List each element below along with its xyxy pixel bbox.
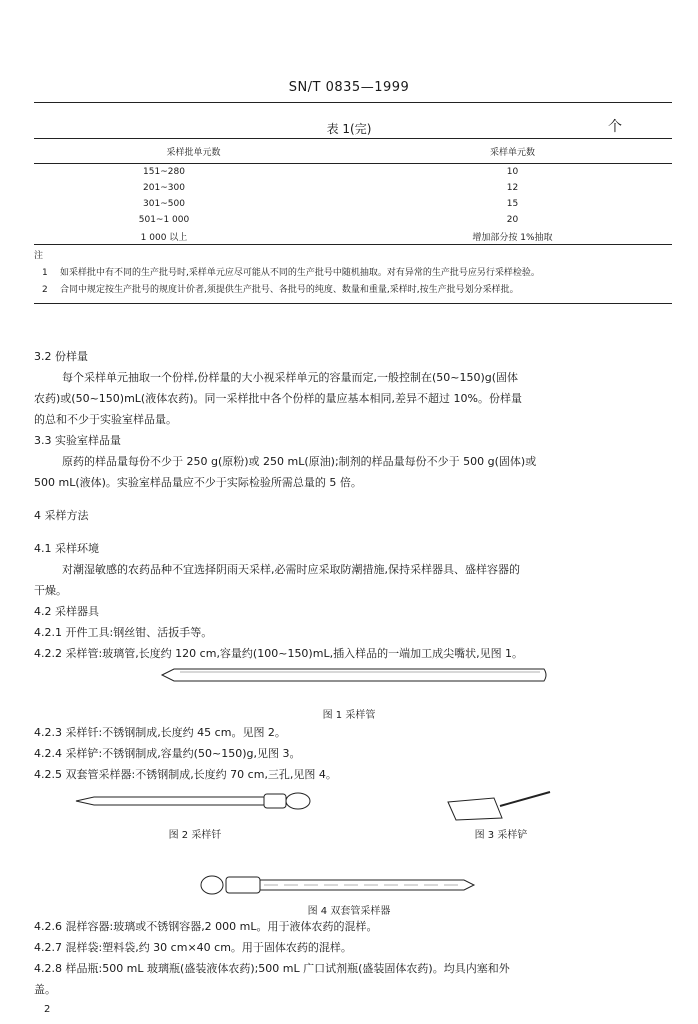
header-rule <box>34 102 672 103</box>
note-number: 1 <box>42 268 48 278</box>
item-4-2-7: 4.2.7 混样袋:塑料袋,约 30 cm×40 cm。用于固体农药的混样。 <box>34 941 352 954</box>
item-4-2-1: 4.2.1 开件工具:钢丝钳、活扳手等。 <box>34 626 213 639</box>
paragraph-line: 对潮湿敏感的农药品种不宜选择阴雨天采样,必需时应采取防潮措施,保持采样器具、盛样容器的 <box>62 563 520 576</box>
cell-lot-units: 301~500 <box>143 199 185 209</box>
figure-3-caption: 图 3 采样铲 <box>474 830 528 841</box>
note-item <box>34 265 672 282</box>
figure-3-sampling-scoop <box>444 788 556 824</box>
cell-lot-units: 1 000 以上 <box>34 228 353 245</box>
table-row <box>34 228 672 245</box>
sampling-table <box>34 138 672 245</box>
document-body <box>34 346 670 664</box>
table-row <box>34 180 672 196</box>
figure-1-caption: 图 1 采样管 <box>322 710 376 721</box>
paragraph-line: 500 mL(液体)。实验室样品量应不少于实际检验所需总量的 5 倍。 <box>34 476 362 489</box>
note-text: 如采样批中有不同的生产批号时,采样单元应尽可能从不同的生产批号中随机抽取。对有异常的生产批号应另行采样检验。 <box>60 268 540 278</box>
figure-2-sampling-probe <box>74 790 314 812</box>
cell-lot-units: 151~280 <box>143 167 185 177</box>
section-3-2-heading: 3.2 份样量 <box>34 350 88 363</box>
item-4-2-6: 4.2.6 混样容器:玻璃或不锈钢容器,2 000 mL。用于液体农药的混样。 <box>34 920 378 933</box>
item-4-2-8: 4.2.8 样品瓶:500 mL 玻璃瓶(盛装液体农药);500 mL 广口试剂瓶(盛装固体农药)。均具内塞和外 <box>34 962 510 975</box>
figure-4-double-tube-sampler <box>198 872 478 898</box>
document-body-3 <box>34 916 670 1000</box>
item-4-2-5: 4.2.5 双套管采样器:不锈钢制成,长度约 70 cm,三孔,见图 4。 <box>34 768 337 781</box>
section-4-heading: 4 采样方法 <box>34 509 89 522</box>
table-row <box>34 196 672 212</box>
table-row <box>34 212 672 228</box>
paragraph-line: 的总和不少于实验室样品量。 <box>34 413 177 426</box>
cell-lot-units: 501~1 000 <box>138 215 190 225</box>
section-4-2-heading: 4.2 采样器具 <box>34 605 99 618</box>
item-4-2-4: 4.2.4 采样铲:不锈钢制成,容量约(50~150)g,见图 3。 <box>34 747 301 760</box>
table-notes <box>34 248 672 304</box>
document-body-2 <box>34 722 670 785</box>
figure-2-caption: 图 2 采样钎 <box>168 830 222 841</box>
paragraph-line: 干燥。 <box>34 584 67 597</box>
col-header-sample-units: 采样单元数 <box>353 139 672 164</box>
notes-label: 注 <box>34 251 44 261</box>
cell-sample-units: 20 <box>506 215 519 225</box>
section-3-3-heading: 3.3 实验室样品量 <box>34 434 121 447</box>
cell-sample-units: 15 <box>506 199 519 209</box>
cell-sample-units: 12 <box>506 183 519 193</box>
table-row <box>34 164 672 181</box>
table-title: 表 1(完) <box>326 122 372 136</box>
section-4-1-heading: 4.1 采样环境 <box>34 542 99 555</box>
note-item <box>34 282 672 299</box>
figure-4-caption: 图 4 双套管采样器 <box>307 906 391 917</box>
page-number: 2 <box>44 1004 51 1015</box>
paragraph-line: 盖。 <box>34 983 56 996</box>
col-header-lot-units: 采样批单元数 <box>34 139 353 164</box>
item-4-2-2: 4.2.2 采样管:玻璃管,长度约 120 cm,容量约(100~150)mL,插入样品的一端加工成尖嘴状,见图 1。 <box>34 647 524 660</box>
paragraph-line: 原药的样品量每份不少于 250 g(原粉)或 250 mL(原油);制剂的样品量每份不少于 500 g(固体)或 <box>62 455 537 468</box>
cell-sample-units: 10 <box>506 167 519 177</box>
standard-code: SN/T 0835—1999 <box>288 80 410 95</box>
note-number: 2 <box>42 285 48 295</box>
item-4-2-3: 4.2.3 采样钎:不锈钢制成,长度约 45 cm。见图 2。 <box>34 726 286 739</box>
paragraph-line: 农药)或(50~150)mL(液体农药)。同一采样批中各个份样的量应基本相同,差异不超过 10%。份样量 <box>34 392 522 405</box>
cell-lot-units: 201~300 <box>143 183 185 193</box>
table-header-row <box>34 139 672 164</box>
figure-1-sampling-tube <box>160 664 550 686</box>
cell-sample-units: 增加部分按 1%抽取 <box>353 228 672 245</box>
paragraph-line: 每个采样单元抽取一个份样,份样量的大小视采样单元的容量而定,一般控制在(50~150)g(固体 <box>62 371 519 384</box>
unit-mark: 个 <box>608 119 622 135</box>
note-text: 合同中规定按生产批号的规度计价者,须提供生产批号、各批号的纯度、数量和重量,采样时,按生产批号划分采样批。 <box>60 285 519 295</box>
